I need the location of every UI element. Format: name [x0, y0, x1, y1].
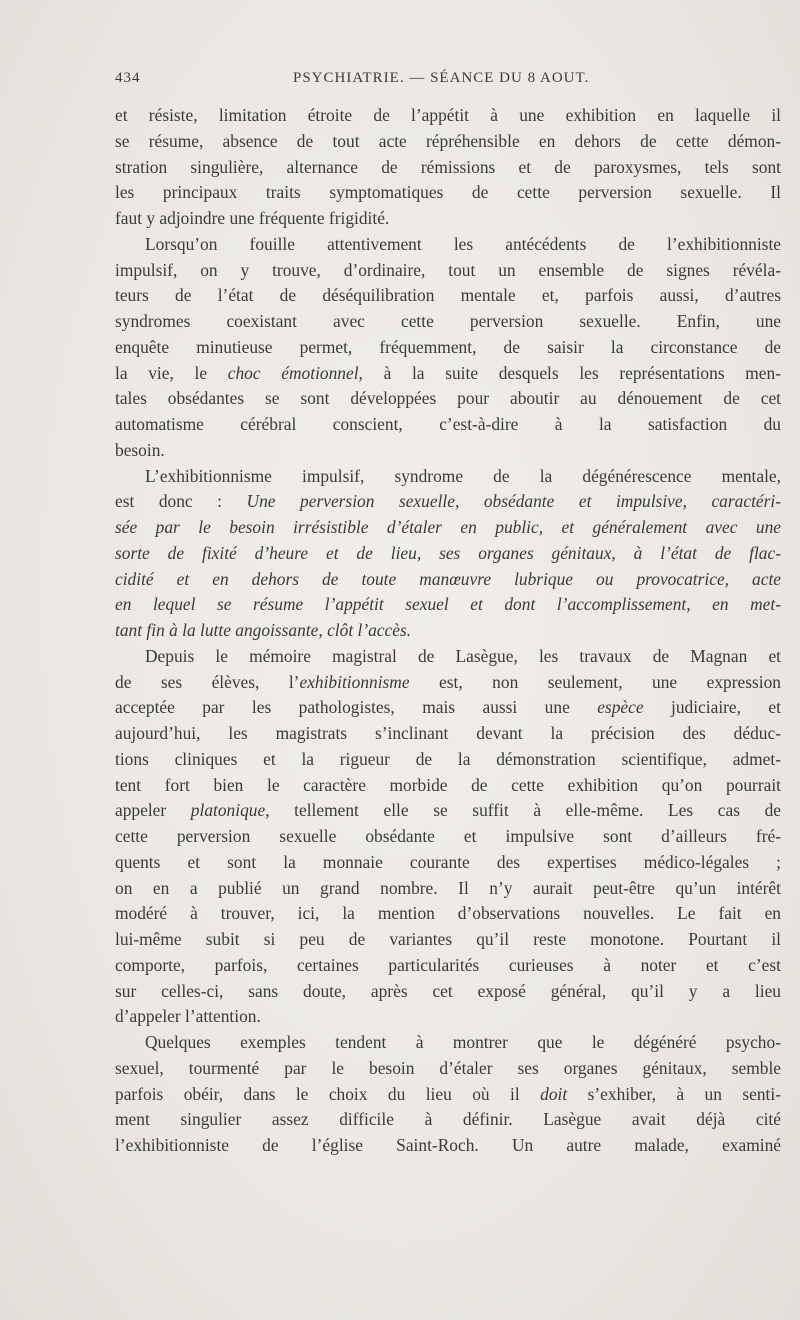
- text-line: sorte de fixité d’heure et de lieu, ses organes génitaux, à l’état de flac-: [115, 542, 781, 563]
- text-line: tent fort bien le caractère morbide de cette exhibition qu’on pourrait: [115, 774, 781, 795]
- text-line: appeler platonique, tellement elle se suffit à elle-même. Les cas de: [115, 800, 781, 821]
- text-line: syndromes coexistant avec cette perversion sexuelle. Enfin, une: [115, 311, 781, 331]
- text-line: en lequel se résume l’appétit sexuel et dont l’accomplissement, en met-: [115, 594, 781, 615]
- text-line: modéré à trouver, ici, la mention d’observations nouvelles. Le fait en: [115, 903, 781, 924]
- text-line: Depuis le mémoire magistral de Lasègue, les travaux de Magnan et: [145, 645, 781, 666]
- text-line: et résiste, limitation étroite de l’appétit à une exhibition en laquelle il: [115, 105, 781, 125]
- body-text: [115, 103, 781, 1159]
- text-line: automatisme cérébral conscient, c’est-à-dire à la satisfaction du: [115, 414, 781, 434]
- text-line: acceptée par les pathologistes, mais aussi une espèce judiciaire, et: [115, 697, 781, 718]
- text-line: ment singulier assez difficile à définir. Lasègue avait déjà cité: [115, 1109, 781, 1130]
- text-line: stration singulière, alternance de rémissions et de paroxysmes, tels sont: [115, 156, 781, 177]
- running-title: PSYCHIATRIE. — SÉANCE DU 8 AOUT.: [293, 70, 590, 86]
- text-line: parfois obéir, dans le choix du lieu où il doit s’exhiber, à un senti-: [115, 1083, 782, 1104]
- text-line: lui-même subit si peu de variantes qu’il reste monotone. Pourtant il: [115, 929, 781, 949]
- text-line: sexuel, tourmenté par le besoin d’étaler ses organes génitaux, semble: [115, 1057, 781, 1078]
- text-line: aujourd’hui, les magistrats s’inclinant devant la précision des déduc-: [115, 723, 781, 743]
- text-line: on en a publié un grand nombre. Il n’y aurait peut-être qu’un intérêt: [115, 877, 781, 898]
- text-line: sur celles-ci, sans doute, après cet exposé général, qu’il y a lieu: [115, 980, 781, 1001]
- text-line: est donc : Une perversion sexuelle, obsédante et impulsive, caractéri-: [115, 491, 782, 512]
- text-line: impulsif, on y trouve, d’ordinaire, tout un ensemble de signes révéla-: [115, 259, 781, 280]
- text-line: sée par le besoin irrésistible d’étaler en public, et généralement avec une: [115, 517, 781, 537]
- text-line: quents et sont la monnaie courante des expertises médico-légales ;: [115, 851, 781, 872]
- text-line: cidité et en dehors de toute manœuvre lubrique ou provocatrice, acte: [115, 568, 781, 589]
- text-line: tant fin à la lutte angoissante, clôt l’accès.: [115, 620, 412, 640]
- text-line: Lorsqu’on fouille attentivement les antécédents de l’exhibitionniste: [145, 233, 781, 254]
- text-line: Quelques exemples tendent à montrer que le dégénéré psycho-: [145, 1032, 781, 1052]
- text-line: besoin.: [115, 439, 165, 460]
- text-line: tions cliniques et la rigueur de la démonstration scientifique, admet-: [115, 748, 781, 769]
- text-line: enquête minutieuse permet, fréquemment, de saisir la circonstance de: [115, 336, 781, 357]
- page-number: 434: [115, 70, 141, 86]
- text-line: cette perversion sexuelle obsédante et impulsive sont d’ailleurs fré-: [115, 826, 781, 846]
- text-line: se résume, absence de tout acte répréhensible en dehors de cette démon-: [115, 130, 781, 151]
- text-line: d’appeler l’attention.: [115, 1006, 261, 1027]
- text-line: faut y adjoindre une fréquente frigidité.: [115, 208, 390, 228]
- text-line: les principaux traits symptomatiques de cette perversion sexuelle. Il: [115, 182, 781, 203]
- text-line: de ses élèves, l’exhibitionnisme est, non seulement, une expression: [115, 671, 781, 692]
- text-line: comporte, parfois, certaines particularités curieuses à noter et c’est: [115, 954, 781, 975]
- text-line: l’exhibitionniste de l’église Saint-Roch. Un autre malade, examiné: [115, 1135, 781, 1155]
- text-line: L’exhibitionnisme impulsif, syndrome de la dégénérescence mentale,: [145, 465, 781, 486]
- text-line: tales obsédantes se sont développées pour aboutir au dénouement de cet: [115, 388, 781, 409]
- text-line: la vie, le choc émotionnel, à la suite desquels les représentations men-: [115, 362, 781, 383]
- text-line: teurs de l’état de déséquilibration mentale et, parfois aussi, d’autres: [115, 285, 781, 306]
